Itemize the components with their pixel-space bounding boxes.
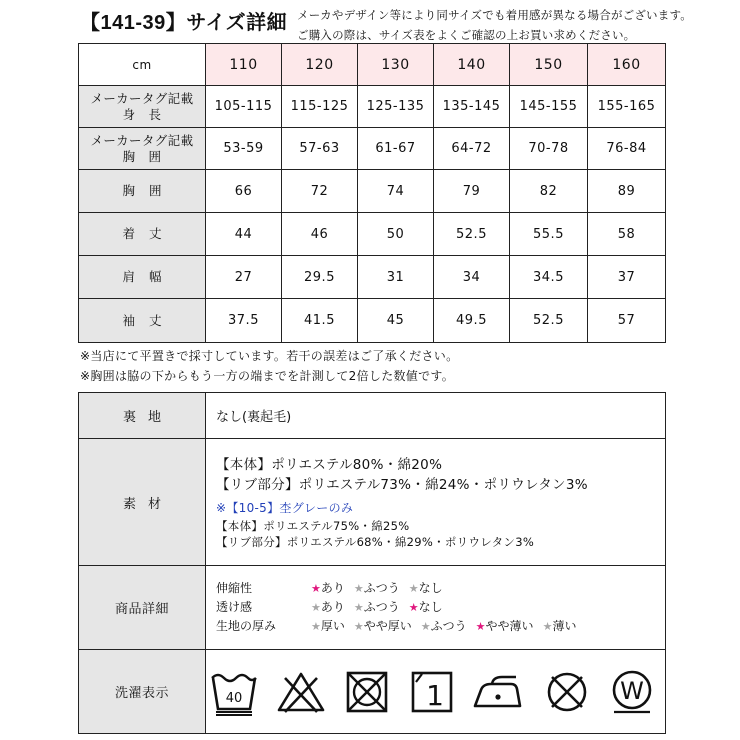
table-cell: 74 bbox=[358, 170, 434, 213]
measure-note-2: ※胸囲は脇の下からもう一方の端までを計測して2倍した数値です。 bbox=[80, 369, 455, 383]
table-row bbox=[79, 256, 666, 299]
note-top-2: ご購入の際は、サイズ表をよくご確認の上お買い求めください。 bbox=[297, 28, 636, 42]
property-row bbox=[216, 598, 665, 617]
size-header-row bbox=[79, 44, 666, 86]
table-cell: 72 bbox=[282, 170, 358, 213]
material-line: 【リブ部分】ポリエステル73%・綿24%・ポリウレタン3% bbox=[216, 476, 588, 493]
care-label: 洗濯表示 bbox=[79, 650, 206, 734]
table-row bbox=[79, 299, 666, 343]
table-cell: 57-63 bbox=[282, 128, 358, 170]
lining-label: 裏地 bbox=[79, 393, 206, 439]
material-label: 素材 bbox=[79, 439, 206, 566]
lining-row bbox=[79, 393, 666, 439]
table-cell: 57 bbox=[588, 299, 666, 343]
property-option bbox=[354, 579, 400, 598]
no-dry-clean-icon bbox=[543, 668, 591, 716]
table-cell: 53-59 bbox=[206, 128, 282, 170]
property-option-label: あり bbox=[320, 600, 345, 614]
table-cell: 41.5 bbox=[282, 299, 358, 343]
property-option-label: なし bbox=[418, 581, 443, 595]
unit-label: cm bbox=[79, 44, 206, 86]
star-icon: ★ bbox=[408, 582, 419, 595]
material-row bbox=[79, 439, 666, 566]
measure-note-1: ※当店にて平置きで採寸しています。若干の誤差はご了承ください。 bbox=[80, 349, 459, 363]
property-option bbox=[311, 598, 345, 617]
size-150: 150 bbox=[510, 44, 588, 86]
table-cell: 52.5 bbox=[434, 213, 510, 256]
table-cell: 125-135 bbox=[358, 86, 434, 128]
property-row bbox=[216, 617, 665, 636]
star-icon: ★ bbox=[353, 620, 364, 633]
property-option bbox=[409, 579, 443, 598]
property-option bbox=[311, 579, 345, 598]
property-row bbox=[216, 579, 665, 598]
row-label-tag-chest bbox=[79, 128, 206, 170]
size-table bbox=[78, 43, 666, 343]
table-cell: 34.5 bbox=[510, 256, 588, 299]
row-label-tag-height bbox=[79, 86, 206, 128]
property-option-label: 薄い bbox=[552, 619, 577, 633]
row-label-shoulder: 肩幅 bbox=[79, 256, 206, 299]
table-cell: 37 bbox=[588, 256, 666, 299]
size-160: 160 bbox=[588, 44, 666, 86]
svg-text:W: W bbox=[620, 676, 644, 705]
property-option bbox=[421, 617, 467, 636]
svg-text:1: 1 bbox=[425, 678, 444, 712]
star-icon: ★ bbox=[420, 620, 431, 633]
row-label-chest: 胸囲 bbox=[79, 170, 206, 213]
product-detail-value bbox=[206, 566, 666, 650]
lining-value: なし(裏起毛) bbox=[206, 393, 666, 439]
note-top-1: メーカやデザイン等により同サイズでも着用感が異なる場合がございます。 bbox=[297, 8, 692, 22]
table-cell: 70-78 bbox=[510, 128, 588, 170]
star-icon: ★ bbox=[353, 582, 364, 595]
table-cell: 82 bbox=[510, 170, 588, 213]
star-icon: ★ bbox=[542, 620, 553, 633]
table-cell: 34 bbox=[434, 256, 510, 299]
material-line: 【リブ部分】ポリエステル68%・綿29%・ポリウレタン3% bbox=[216, 534, 535, 549]
property-option bbox=[311, 617, 345, 636]
table-row bbox=[79, 128, 666, 170]
table-cell: 29.5 bbox=[282, 256, 358, 299]
table-cell: 46 bbox=[282, 213, 358, 256]
star-selected-icon: ★ bbox=[475, 620, 486, 633]
property-option bbox=[409, 598, 443, 617]
size-120: 120 bbox=[282, 44, 358, 86]
table-cell: 155-165 bbox=[588, 86, 666, 128]
no-bleach-icon bbox=[275, 668, 327, 716]
table-cell: 89 bbox=[588, 170, 666, 213]
row-label-line: メーカータグ記載 bbox=[90, 90, 194, 106]
size-140: 140 bbox=[434, 44, 510, 86]
property-option-label: 厚い bbox=[320, 619, 345, 633]
size-130: 130 bbox=[358, 44, 434, 86]
iron-low-icon bbox=[472, 668, 526, 716]
wash-40-gentle-icon bbox=[210, 668, 258, 716]
property-name: 伸縮性 bbox=[216, 581, 253, 595]
table-row bbox=[79, 213, 666, 256]
star-icon: ★ bbox=[311, 620, 321, 633]
row-label-line: 身 長 bbox=[122, 106, 162, 122]
property-option bbox=[354, 598, 400, 617]
table-cell: 105-115 bbox=[206, 86, 282, 128]
table-cell: 49.5 bbox=[434, 299, 510, 343]
row-label-line: 胸 囲 bbox=[122, 148, 162, 164]
table-cell: 50 bbox=[358, 213, 434, 256]
property-name: 生地の厚み bbox=[216, 619, 277, 633]
property-option bbox=[354, 617, 412, 636]
table-cell: 61-67 bbox=[358, 128, 434, 170]
property-option-label: ふつう bbox=[430, 619, 467, 633]
material-color-note: ※【10-5】杢グレーのみ bbox=[216, 500, 354, 515]
table-cell: 66 bbox=[206, 170, 282, 213]
star-icon: ★ bbox=[353, 601, 364, 614]
care-row bbox=[79, 650, 666, 734]
table-cell: 64-72 bbox=[434, 128, 510, 170]
row-label-sleeve: 袖丈 bbox=[79, 299, 206, 343]
property-option-label: あり bbox=[320, 581, 345, 595]
table-cell: 79 bbox=[434, 170, 510, 213]
property-option bbox=[476, 617, 534, 636]
table-cell: 44 bbox=[206, 213, 282, 256]
property-option-label: やや薄い bbox=[485, 619, 534, 633]
line-dry-icon bbox=[408, 668, 456, 716]
no-tumble-dry-icon bbox=[343, 668, 391, 716]
product-detail-label: 商品詳細 bbox=[79, 566, 206, 650]
table-cell: 115-125 bbox=[282, 86, 358, 128]
star-icon: ★ bbox=[311, 601, 321, 614]
table-cell: 45 bbox=[358, 299, 434, 343]
property-option-label: ふつう bbox=[363, 581, 400, 595]
page-title: 【141-39】サイズ詳細 bbox=[80, 12, 288, 34]
table-cell: 31 bbox=[358, 256, 434, 299]
property-name: 透け感 bbox=[216, 600, 253, 614]
care-symbols bbox=[206, 650, 666, 734]
table-cell: 37.5 bbox=[206, 299, 282, 343]
star-selected-icon: ★ bbox=[408, 601, 419, 614]
table-row bbox=[79, 86, 666, 128]
detail-table bbox=[78, 392, 666, 734]
product-detail-row bbox=[79, 566, 666, 650]
table-cell: 135-145 bbox=[434, 86, 510, 128]
table-cell: 55.5 bbox=[510, 213, 588, 256]
table-cell: 58 bbox=[588, 213, 666, 256]
table-cell: 145-155 bbox=[510, 86, 588, 128]
table-row bbox=[79, 170, 666, 213]
row-label-length: 着丈 bbox=[79, 213, 206, 256]
star-selected-icon: ★ bbox=[311, 582, 321, 595]
size-110: 110 bbox=[206, 44, 282, 86]
material-value bbox=[206, 439, 666, 566]
property-option-label: やや厚い bbox=[363, 619, 412, 633]
property-option-label: なし bbox=[418, 600, 443, 614]
property-option bbox=[543, 617, 577, 636]
wet-clean-icon bbox=[607, 668, 657, 716]
svg-text:40: 40 bbox=[225, 690, 243, 706]
material-line: 【本体】ポリエステル75%・綿25% bbox=[216, 518, 410, 533]
property-list bbox=[216, 579, 665, 636]
row-label-line: メーカータグ記載 bbox=[90, 132, 194, 148]
table-cell: 52.5 bbox=[510, 299, 588, 343]
material-line: 【本体】ポリエステル80%・綿20% bbox=[216, 456, 443, 473]
table-cell: 76-84 bbox=[588, 128, 666, 170]
table-cell: 27 bbox=[206, 256, 282, 299]
property-option-label: ふつう bbox=[363, 600, 400, 614]
